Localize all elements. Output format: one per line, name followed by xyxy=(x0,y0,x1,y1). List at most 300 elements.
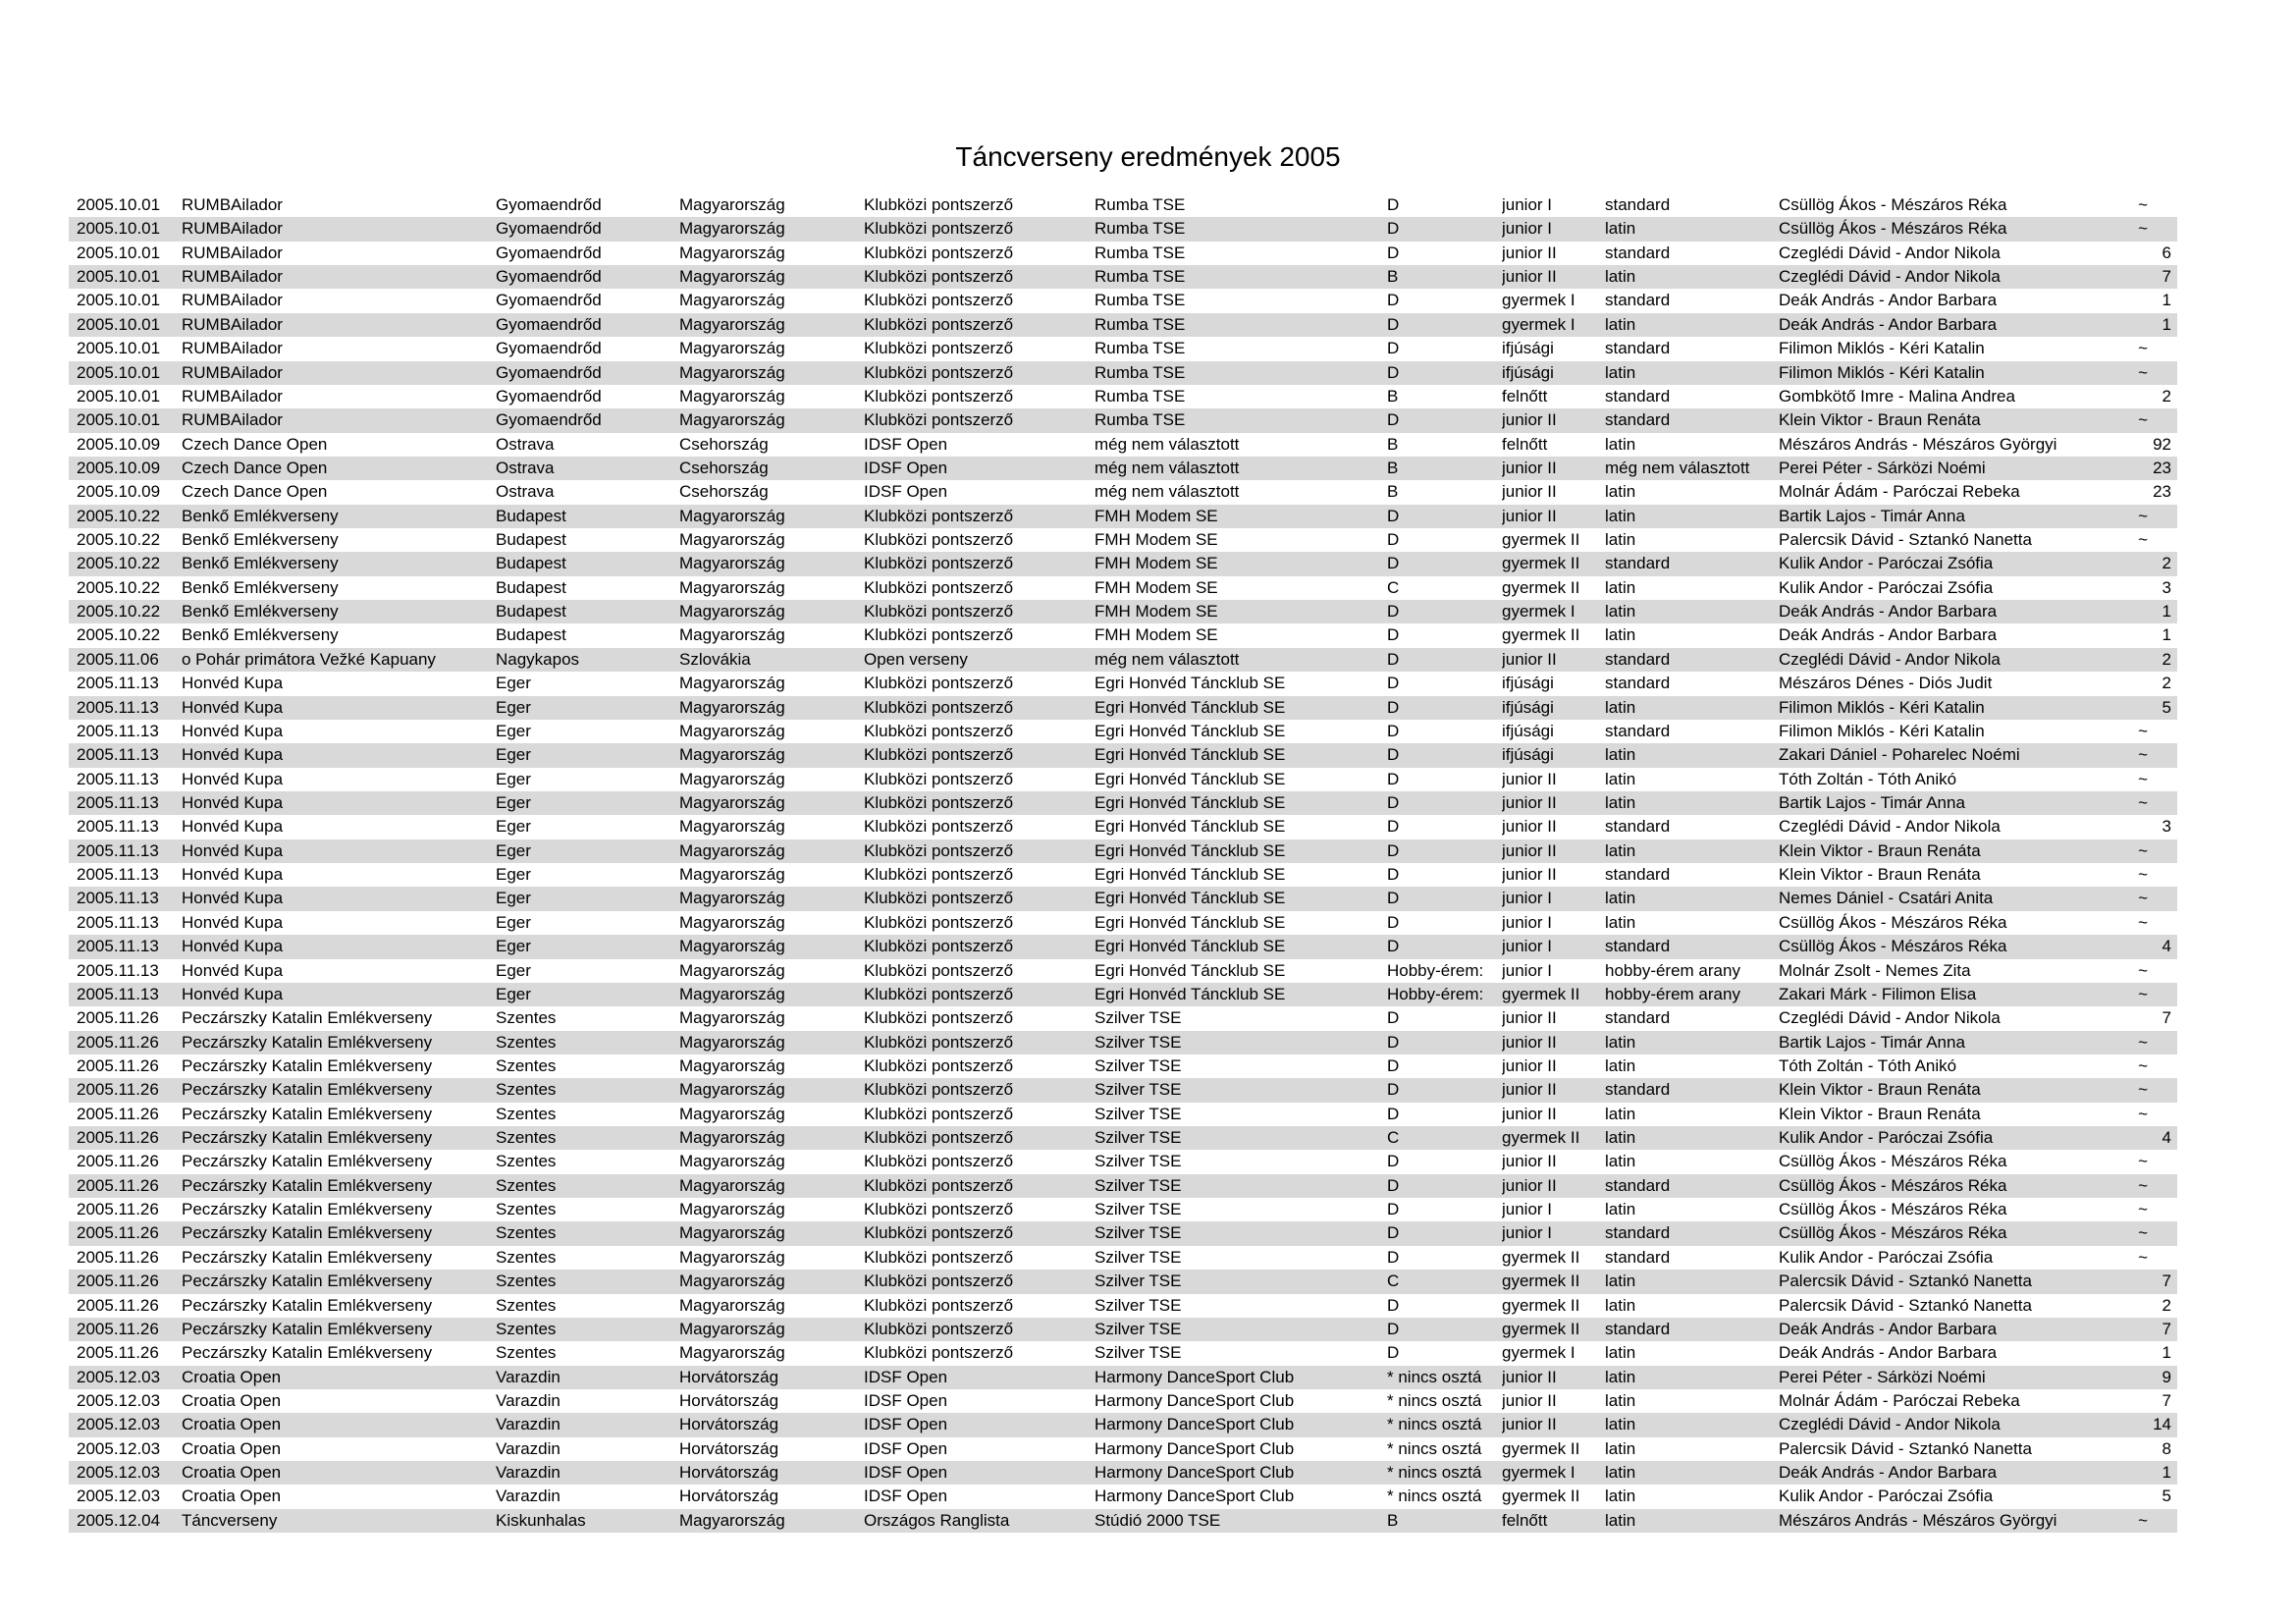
cell-city: Eger xyxy=(496,912,531,932)
cell-couple: Kulik Andor - Paróczai Zsófia xyxy=(1779,554,1994,573)
cell-couple: Mészáros András - Mészáros Györgyi xyxy=(1779,1510,2057,1530)
cell-event: Peczárszky Katalin Emlékverseny xyxy=(182,1032,433,1052)
cell-category: Klubközi pontszerző xyxy=(864,1271,1014,1291)
cell-couple: Klein Viktor - Braun Renáta xyxy=(1779,840,1981,860)
cell-age: junior II xyxy=(1502,1104,1557,1123)
cell-category: Klubközi pontszerző xyxy=(864,1104,1014,1123)
cell-city: Eger xyxy=(496,937,531,956)
table-row xyxy=(69,1294,2177,1318)
cell-cls: D xyxy=(1387,362,1400,382)
cell-age: ifjúsági xyxy=(1502,674,1554,693)
cell-couple: Kulik Andor - Paróczai Zsófia xyxy=(1779,577,1994,597)
table-row xyxy=(69,480,2177,504)
cell-club: Rumba TSE xyxy=(1095,267,1186,287)
cell-couple: Deák András - Andor Barbara xyxy=(1779,602,1998,622)
cell-date: 2005.11.13 xyxy=(77,937,159,956)
cell-couple: Czeglédi Dávid - Andor Nikola xyxy=(1779,649,2001,669)
cell-event: Honvéd Kupa xyxy=(182,960,284,980)
cell-category: Klubközi pontszerző xyxy=(864,769,1014,788)
cell-style: latin xyxy=(1605,1438,1636,1458)
cell-date: 2005.11.26 xyxy=(77,1032,159,1052)
cell-country: Magyarország xyxy=(679,817,785,837)
cell-country: Magyarország xyxy=(679,1175,785,1195)
cell-cls: D xyxy=(1387,1175,1400,1195)
cell-result: ~ xyxy=(2138,362,2148,382)
table-row xyxy=(69,768,2177,791)
cell-event: Honvéd Kupa xyxy=(182,817,284,837)
cell-date: 2005.11.26 xyxy=(77,1247,159,1267)
cell-country: Magyarország xyxy=(679,1104,785,1123)
cell-country: Magyarország xyxy=(679,1055,785,1075)
cell-country: Magyarország xyxy=(679,984,785,1003)
cell-style: latin xyxy=(1605,1128,1636,1148)
cell-couple: Palercsik Dávid - Sztankó Nanetta xyxy=(1779,1438,2032,1458)
cell-club: Rumba TSE xyxy=(1095,339,1186,358)
cell-cls: D xyxy=(1387,1343,1400,1363)
cell-event: Peczárszky Katalin Emlékverseny xyxy=(182,1319,433,1338)
cell-date: 2005.11.26 xyxy=(77,1008,159,1028)
cell-style: latin xyxy=(1605,1415,1636,1434)
cell-country: Horvátország xyxy=(679,1487,779,1506)
cell-age: gyermek I xyxy=(1502,1463,1575,1483)
cell-country: Csehország xyxy=(679,434,769,454)
cell-city: Gyomaendrőd xyxy=(496,386,602,406)
cell-city: Gyomaendrőd xyxy=(496,195,602,214)
cell-couple: Czeglédi Dávid - Andor Nikola xyxy=(1779,1415,2001,1434)
cell-date: 2005.10.01 xyxy=(77,314,161,334)
cell-club: Harmony DanceSport Club xyxy=(1095,1390,1295,1410)
cell-age: gyermek I xyxy=(1502,602,1575,622)
cell-couple: Csüllög Ákos - Mészáros Réka xyxy=(1779,1152,2007,1171)
table-row xyxy=(69,1221,2177,1245)
table-row xyxy=(69,696,2177,720)
table-row xyxy=(69,1198,2177,1221)
cell-style: latin xyxy=(1605,482,1636,502)
cell-country: Magyarország xyxy=(679,1200,785,1219)
cell-result: 4 xyxy=(2162,937,2171,956)
cell-style: latin xyxy=(1605,314,1636,334)
table-row xyxy=(69,361,2177,385)
cell-country: Magyarország xyxy=(679,1247,785,1267)
cell-city: Eger xyxy=(496,721,531,740)
cell-style: még nem választott xyxy=(1605,458,1750,477)
cell-result: 3 xyxy=(2162,817,2171,837)
cell-cls: * nincs osztá xyxy=(1387,1487,1482,1506)
cell-category: Klubközi pontszerző xyxy=(864,1247,1014,1267)
cell-event: o Pohár primátora Vežké Kapuany xyxy=(182,649,436,669)
cell-date: 2005.11.13 xyxy=(77,721,159,740)
cell-result: ~ xyxy=(2138,1104,2148,1123)
cell-city: Szentes xyxy=(496,1080,557,1100)
table-row xyxy=(69,1246,2177,1270)
cell-couple: Klein Viktor - Braun Renáta xyxy=(1779,1104,1981,1123)
cell-category: Klubközi pontszerző xyxy=(864,792,1014,812)
cell-result: 7 xyxy=(2162,1271,2171,1291)
cell-result: ~ xyxy=(2138,745,2148,765)
cell-country: Horvátország xyxy=(679,1415,779,1434)
cell-city: Gyomaendrőd xyxy=(496,219,602,239)
cell-date: 2005.10.22 xyxy=(77,625,161,645)
cell-date: 2005.10.22 xyxy=(77,506,161,525)
cell-country: Magyarország xyxy=(679,362,785,382)
cell-style: latin xyxy=(1605,1510,1636,1530)
cell-result: ~ xyxy=(2138,769,2148,788)
cell-category: Klubközi pontszerző xyxy=(864,674,1014,693)
cell-event: Honvéd Kupa xyxy=(182,674,284,693)
cell-category: IDSF Open xyxy=(864,1367,948,1386)
cell-category: Klubközi pontszerző xyxy=(864,1080,1014,1100)
cell-cls: D xyxy=(1387,840,1400,860)
table-row xyxy=(69,720,2177,743)
cell-club: Harmony DanceSport Club xyxy=(1095,1367,1295,1386)
cell-cls: D xyxy=(1387,769,1400,788)
cell-result: 5 xyxy=(2162,697,2171,717)
cell-age: gyermek II xyxy=(1502,1487,1580,1506)
cell-age: junior II xyxy=(1502,1008,1557,1028)
cell-style: latin xyxy=(1605,1032,1636,1052)
cell-club: Egri Honvéd Táncklub SE xyxy=(1095,889,1286,908)
cell-style: hobby-érem arany xyxy=(1605,960,1740,980)
cell-result: 7 xyxy=(2162,1319,2171,1338)
cell-result: 8 xyxy=(2162,1438,2171,1458)
cell-country: Magyarország xyxy=(679,554,785,573)
cell-date: 2005.11.13 xyxy=(77,984,159,1003)
cell-club: FMH Modem SE xyxy=(1095,554,1218,573)
cell-style: latin xyxy=(1605,577,1636,597)
table-row xyxy=(69,1437,2177,1461)
cell-cls: D xyxy=(1387,865,1400,885)
cell-style: hobby-érem arany xyxy=(1605,984,1740,1003)
cell-date: 2005.10.01 xyxy=(77,362,161,382)
table-row xyxy=(69,289,2177,312)
cell-event: Táncverseny xyxy=(182,1510,278,1530)
cell-country: Magyarország xyxy=(679,195,785,214)
cell-cls: D xyxy=(1387,1032,1400,1052)
cell-country: Magyarország xyxy=(679,1128,785,1148)
cell-country: Magyarország xyxy=(679,697,785,717)
cell-couple: Palercsik Dávid - Sztankó Nanetta xyxy=(1779,1295,2032,1315)
table-row xyxy=(69,576,2177,600)
cell-date: 2005.11.13 xyxy=(77,697,159,717)
cell-result: ~ xyxy=(2138,339,2148,358)
cell-club: Egri Honvéd Táncklub SE xyxy=(1095,721,1286,740)
cell-cls: D xyxy=(1387,889,1400,908)
cell-city: Gyomaendrőd xyxy=(496,339,602,358)
cell-country: Magyarország xyxy=(679,1510,785,1530)
cell-city: Varazdin xyxy=(496,1438,561,1458)
cell-event: RUMBAilador xyxy=(182,195,283,214)
cell-event: Honvéd Kupa xyxy=(182,984,284,1003)
cell-category: Klubközi pontszerző xyxy=(864,1032,1014,1052)
cell-cls: D xyxy=(1387,314,1400,334)
cell-result: ~ xyxy=(2138,530,2148,550)
cell-club: FMH Modem SE xyxy=(1095,530,1218,550)
cell-club: Szilver TSE xyxy=(1095,1055,1182,1075)
cell-couple: Czeglédi Dávid - Andor Nikola xyxy=(1779,267,2001,287)
cell-cls: D xyxy=(1387,1104,1400,1123)
cell-cls: D xyxy=(1387,219,1400,239)
cell-category: IDSF Open xyxy=(864,482,948,502)
cell-category: Klubközi pontszerző xyxy=(864,1319,1014,1338)
cell-style: standard xyxy=(1605,1008,1671,1028)
cell-cls: D xyxy=(1387,291,1400,310)
cell-result: ~ xyxy=(2138,1032,2148,1052)
cell-couple: Deák András - Andor Barbara xyxy=(1779,1343,1998,1363)
cell-event: Peczárszky Katalin Emlékverseny xyxy=(182,1080,433,1100)
table-row xyxy=(69,1006,2177,1030)
cell-style: standard xyxy=(1605,291,1671,310)
cell-country: Magyarország xyxy=(679,1271,785,1291)
cell-city: Varazdin xyxy=(496,1415,561,1434)
cell-result: ~ xyxy=(2138,506,2148,525)
cell-result: 7 xyxy=(2162,267,2171,287)
cell-city: Ostrava xyxy=(496,434,555,454)
cell-date: 2005.11.26 xyxy=(77,1175,159,1195)
cell-result: ~ xyxy=(2138,410,2148,430)
table-row xyxy=(69,1341,2177,1365)
table-row xyxy=(69,313,2177,337)
cell-cls: D xyxy=(1387,1295,1400,1315)
cell-country: Magyarország xyxy=(679,386,785,406)
cell-event: Peczárszky Katalin Emlékverseny xyxy=(182,1152,433,1171)
cell-date: 2005.11.26 xyxy=(77,1080,159,1100)
cell-style: latin xyxy=(1605,769,1636,788)
cell-event: Czech Dance Open xyxy=(182,434,328,454)
cell-style: latin xyxy=(1605,889,1636,908)
cell-city: Szentes xyxy=(496,1343,557,1363)
cell-result: ~ xyxy=(2138,1223,2148,1243)
cell-age: junior II xyxy=(1502,1175,1557,1195)
cell-cls: D xyxy=(1387,912,1400,932)
cell-date: 2005.12.03 xyxy=(77,1390,161,1410)
cell-country: Magyarország xyxy=(679,243,785,262)
cell-event: Peczárszky Katalin Emlékverseny xyxy=(182,1295,433,1315)
cell-date: 2005.11.26 xyxy=(77,1271,159,1291)
cell-club: Rumba TSE xyxy=(1095,243,1186,262)
cell-cls: B xyxy=(1387,434,1399,454)
cell-country: Magyarország xyxy=(679,912,785,932)
cell-city: Ostrava xyxy=(496,482,555,502)
cell-style: latin xyxy=(1605,697,1636,717)
cell-event: Croatia Open xyxy=(182,1463,282,1483)
cell-age: junior II xyxy=(1502,506,1557,525)
cell-style: standard xyxy=(1605,1080,1671,1100)
cell-country: Magyarország xyxy=(679,792,785,812)
cell-category: Klubközi pontszerző xyxy=(864,506,1014,525)
cell-country: Magyarország xyxy=(679,745,785,765)
cell-club: FMH Modem SE xyxy=(1095,577,1218,597)
cell-result: ~ xyxy=(2138,792,2148,812)
table-row xyxy=(69,1103,2177,1126)
cell-club: Szilver TSE xyxy=(1095,1319,1182,1338)
cell-result: ~ xyxy=(2138,889,2148,908)
cell-cls: B xyxy=(1387,458,1399,477)
cell-event: Peczárszky Katalin Emlékverseny xyxy=(182,1175,433,1195)
cell-city: Szentes xyxy=(496,1128,557,1148)
cell-age: gyermek II xyxy=(1502,577,1580,597)
cell-couple: Gombkötő Imre - Malina Andrea xyxy=(1779,386,2015,406)
cell-style: latin xyxy=(1605,912,1636,932)
cell-club: Szilver TSE xyxy=(1095,1032,1182,1052)
cell-date: 2005.10.01 xyxy=(77,195,161,214)
cell-cls: D xyxy=(1387,554,1400,573)
cell-city: Szentes xyxy=(496,1223,557,1243)
cell-city: Gyomaendrőd xyxy=(496,362,602,382)
cell-country: Magyarország xyxy=(679,577,785,597)
table-row xyxy=(69,1055,2177,1078)
cell-date: 2005.11.26 xyxy=(77,1055,159,1075)
cell-style: latin xyxy=(1605,1055,1636,1075)
cell-result: 4 xyxy=(2162,1128,2171,1148)
table-row xyxy=(69,1174,2177,1198)
cell-date: 2005.10.01 xyxy=(77,386,161,406)
table-row xyxy=(69,1413,2177,1436)
cell-club: Rumba TSE xyxy=(1095,195,1186,214)
cell-date: 2005.11.13 xyxy=(77,745,159,765)
cell-age: junior I xyxy=(1502,889,1553,908)
cell-couple: Czeglédi Dávid - Andor Nikola xyxy=(1779,817,2001,837)
cell-style: latin xyxy=(1605,792,1636,812)
cell-category: Klubközi pontszerző xyxy=(864,386,1014,406)
cell-city: Szentes xyxy=(496,1200,557,1219)
cell-category: Klubközi pontszerző xyxy=(864,219,1014,239)
cell-age: gyermek I xyxy=(1502,291,1575,310)
cell-cls: D xyxy=(1387,1152,1400,1171)
cell-country: Horvátország xyxy=(679,1438,779,1458)
table-row xyxy=(69,911,2177,935)
cell-age: gyermek II xyxy=(1502,625,1580,645)
table-row xyxy=(69,1389,2177,1413)
cell-result: ~ xyxy=(2138,1200,2148,1219)
cell-category: Klubközi pontszerző xyxy=(864,1295,1014,1315)
cell-club: Szilver TSE xyxy=(1095,1128,1182,1148)
cell-category: Klubközi pontszerző xyxy=(864,243,1014,262)
cell-age: junior II xyxy=(1502,865,1557,885)
cell-style: latin xyxy=(1605,1463,1636,1483)
cell-country: Magyarország xyxy=(679,410,785,430)
cell-country: Magyarország xyxy=(679,1008,785,1028)
cell-category: Klubközi pontszerző xyxy=(864,865,1014,885)
cell-club: Harmony DanceSport Club xyxy=(1095,1415,1295,1434)
table-row xyxy=(69,887,2177,910)
cell-age: junior II xyxy=(1502,817,1557,837)
cell-date: 2005.11.13 xyxy=(77,912,159,932)
cell-club: Szilver TSE xyxy=(1095,1271,1182,1291)
cell-country: Horvátország xyxy=(679,1367,779,1386)
cell-city: Ostrava xyxy=(496,458,555,477)
cell-couple: Czeglédi Dávid - Andor Nikola xyxy=(1779,1008,2001,1028)
cell-age: junior II xyxy=(1502,410,1557,430)
cell-age: junior II xyxy=(1502,1415,1557,1434)
cell-club: Szilver TSE xyxy=(1095,1343,1182,1363)
cell-couple: Csüllög Ákos - Mészáros Réka xyxy=(1779,912,2007,932)
cell-style: standard xyxy=(1605,195,1671,214)
cell-result: ~ xyxy=(2138,1080,2148,1100)
cell-age: junior I xyxy=(1502,195,1553,214)
cell-couple: Csüllög Ákos - Mészáros Réka xyxy=(1779,219,2007,239)
table-row xyxy=(69,1461,2177,1485)
cell-country: Magyarország xyxy=(679,506,785,525)
cell-club: Egri Honvéd Táncklub SE xyxy=(1095,984,1286,1003)
cell-couple: Csüllög Ákos - Mészáros Réka xyxy=(1779,1200,2007,1219)
cell-city: Eger xyxy=(496,817,531,837)
cell-cls: D xyxy=(1387,1223,1400,1243)
cell-category: IDSF Open xyxy=(864,1487,948,1506)
cell-date: 2005.10.22 xyxy=(77,577,161,597)
cell-date: 2005.11.26 xyxy=(77,1152,159,1171)
cell-age: junior II xyxy=(1502,458,1557,477)
cell-result: ~ xyxy=(2138,865,2148,885)
cell-date: 2005.10.09 xyxy=(77,434,161,454)
cell-club: Szilver TSE xyxy=(1095,1247,1182,1267)
cell-result: ~ xyxy=(2138,1247,2148,1267)
table-row xyxy=(69,1366,2177,1389)
cell-club: FMH Modem SE xyxy=(1095,602,1218,622)
cell-event: RUMBAilador xyxy=(182,267,283,287)
cell-country: Magyarország xyxy=(679,291,785,310)
cell-category: Klubközi pontszerző xyxy=(864,984,1014,1003)
cell-age: junior I xyxy=(1502,912,1553,932)
cell-couple: Csüllög Ákos - Mészáros Réka xyxy=(1779,1175,2007,1195)
cell-cls: Hobby-érem: xyxy=(1387,984,1484,1003)
cell-couple: Csüllög Ákos - Mészáros Réka xyxy=(1779,1223,2007,1243)
cell-category: Klubközi pontszerző xyxy=(864,554,1014,573)
cell-result: 7 xyxy=(2162,1008,2171,1028)
cell-club: Egri Honvéd Táncklub SE xyxy=(1095,674,1286,693)
cell-result: ~ xyxy=(2138,721,2148,740)
cell-club: Szilver TSE xyxy=(1095,1200,1182,1219)
cell-event: Honvéd Kupa xyxy=(182,769,284,788)
cell-couple: Bartik Lajos - Timár Anna xyxy=(1779,792,1965,812)
table-row xyxy=(69,623,2177,647)
cell-age: gyermek II xyxy=(1502,1247,1580,1267)
cell-city: Gyomaendrőd xyxy=(496,291,602,310)
table-row xyxy=(69,242,2177,265)
cell-cls: * nincs osztá xyxy=(1387,1367,1482,1386)
cell-couple: Csüllög Ákos - Mészáros Réka xyxy=(1779,937,2007,956)
cell-category: Klubközi pontszerző xyxy=(864,195,1014,214)
cell-club: Rumba TSE xyxy=(1095,386,1186,406)
cell-category: IDSF Open xyxy=(864,1390,948,1410)
cell-event: RUMBAilador xyxy=(182,219,283,239)
cell-category: Klubközi pontszerző xyxy=(864,625,1014,645)
cell-style: latin xyxy=(1605,362,1636,382)
cell-country: Csehország xyxy=(679,482,769,502)
cell-city: Nagykapos xyxy=(496,649,580,669)
table-row xyxy=(69,1031,2177,1055)
table-row xyxy=(69,1270,2177,1293)
cell-city: Eger xyxy=(496,865,531,885)
cell-couple: Filimon Miklós - Kéri Katalin xyxy=(1779,697,1985,717)
cell-cls: B xyxy=(1387,267,1399,287)
cell-event: Peczárszky Katalin Emlékverseny xyxy=(182,1128,433,1148)
cell-city: Szentes xyxy=(496,1271,557,1291)
cell-date: 2005.11.13 xyxy=(77,817,159,837)
cell-category: Klubközi pontszerző xyxy=(864,410,1014,430)
cell-couple: Zakari Dániel - Poharelec Noémi xyxy=(1779,745,2020,765)
cell-age: ifjúsági xyxy=(1502,339,1554,358)
cell-result: 23 xyxy=(2153,482,2171,502)
cell-result: 14 xyxy=(2153,1415,2171,1434)
cell-date: 2005.11.26 xyxy=(77,1319,159,1338)
table-row xyxy=(69,839,2177,863)
table-row xyxy=(69,600,2177,623)
cell-country: Magyarország xyxy=(679,1152,785,1171)
cell-cls: D xyxy=(1387,625,1400,645)
cell-style: latin xyxy=(1605,625,1636,645)
cell-country: Magyarország xyxy=(679,1343,785,1363)
cell-date: 2005.10.01 xyxy=(77,291,161,310)
